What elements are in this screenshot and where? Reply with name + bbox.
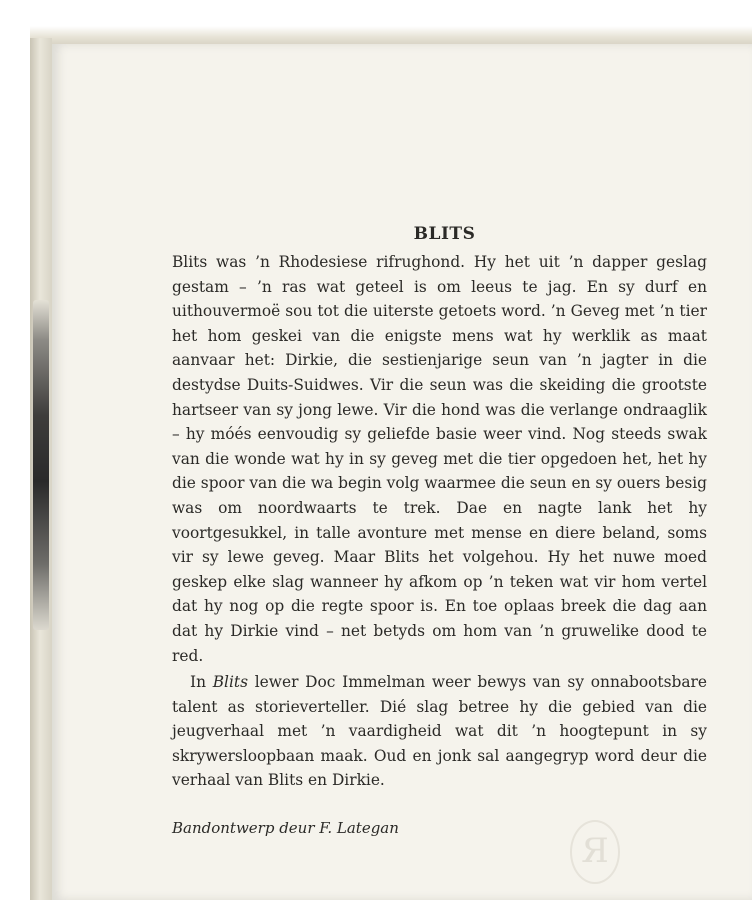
blurb-text-block xyxy=(172,224,707,837)
blurb-paragraph-1-text: Blits was ’n Rhodesiese rifrughond. Hy het uit ’n dapper geslag gestam – ’n ras wat geteel is om leeus te jag. En sy durf en uithouvermoë sou tot die uiterste getoets word. ’n Geveg met ’n tier het hom geskei van die enigste mens wat hy werklik as maat aanvaar het: Dirkie, die sestienjarige seun van ’n jagter in die destydse Duits-Suidwes. Vir die seun was die skeiding die grootste hartseer van sy jong lewe. Vir die hond was die verlange ondraaglik – hy móés eenvoudig sy geliefde basie weer vind. Nog steeds swak van die wonde wat hy in sy geveg met die tier opgedoen het, het hy die spoor van die wa begin volg waarmee die seun en sy ouers besig was om noordwaarts te trek. Dae en nagte lank het hy voortgesukkel, in talle avonture met mense en diere beland, soms vir sy lewe geveg. Maar Blits het volgehou. Hy het nuwe moed geskep elke slag wanneer hy afkom op ’n teken wat vir hom vertel dat hy nog op die regte spoor is. En toe oplaas breek die dag aan dat hy Dirkie vind – net betyds om hom van ’n gruwelike dood te red. xyxy=(172,253,707,665)
blurb-paragraph-2-rest: lewer Doc Immelman weer bewys van sy onnabootsbare talent as storieverteller. Dié slag betree hy die gebied van die jeugverhaal met ’n vaardigheid wat dit ’n hoogtepunt in sy skrywersloopbaan maak. Oud en jonk sal aangegryp word deur die verhaal van Blits en Dirkie. xyxy=(172,673,707,790)
book-top-edge xyxy=(30,26,752,46)
spine-shadow xyxy=(33,300,49,630)
cover-design-credit: Bandontwerp deur F. Lategan xyxy=(172,819,399,838)
publisher-logo-watermark-icon: Я xyxy=(570,820,620,884)
blurb-paragraph-2-lead: In xyxy=(190,673,213,692)
book-title: BLITS xyxy=(413,224,476,244)
blurb-paragraph-1 xyxy=(172,250,707,668)
blurb-paragraph-2-title-italic: Blits xyxy=(212,673,248,692)
blurb-paragraph-2 xyxy=(172,670,707,793)
